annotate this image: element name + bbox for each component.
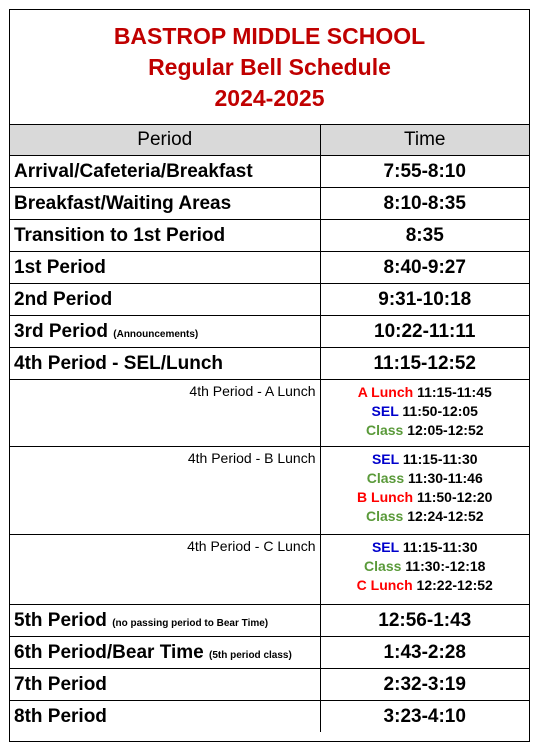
time-value: 8:10-8:35 <box>320 188 529 220</box>
time-value: 9:31-10:18 <box>320 284 529 316</box>
lunch-item-time: 11:15-11:45 <box>417 384 492 400</box>
lunch-item-time: 12:24-12:52 <box>407 508 484 524</box>
time-header: Time <box>320 125 529 156</box>
time-value: 3:23-4:10 <box>320 701 529 733</box>
lunch-item-name: B Lunch <box>357 489 414 505</box>
lunch-item <box>321 421 530 440</box>
title-block <box>10 10 529 125</box>
table-row <box>10 637 529 669</box>
period-note: (5th period class) <box>209 649 292 661</box>
lunch-row-c <box>10 535 529 605</box>
table-row <box>10 669 529 701</box>
header-row <box>10 125 529 156</box>
lunch-times <box>320 535 529 605</box>
lunch-item-name: Class <box>365 422 404 438</box>
table-row <box>10 605 529 637</box>
lunch-item-time: 11:15-11:30 <box>402 451 478 467</box>
lunch-item <box>321 402 530 421</box>
lunch-item-time: 11:50-12:05 <box>402 403 478 419</box>
period-label: 5th Period <box>14 609 107 631</box>
lunch-item-name: SEL <box>371 539 399 555</box>
schedule-name: Regular Bell Schedule <box>148 54 391 80</box>
school-year: 2024-2025 <box>214 85 325 111</box>
table-row <box>10 156 529 188</box>
lunch-item-time: 12:05-12:52 <box>407 422 484 438</box>
period-note: (no passing period to Bear Time) <box>112 617 269 629</box>
period-header: Period <box>10 125 320 156</box>
lunch-item <box>321 469 530 488</box>
lunch-item <box>321 576 530 595</box>
school-name: BASTROP MIDDLE SCHOOL <box>113 23 426 49</box>
table-row <box>10 348 529 380</box>
time-value: 2:32-3:19 <box>320 669 529 701</box>
lunch-item-name: C Lunch <box>356 577 413 593</box>
lunch-row-a <box>10 380 529 447</box>
time-value: 1:43-2:28 <box>320 637 529 669</box>
lunch-item <box>321 450 530 469</box>
lunch-label: 4th Period - A Lunch <box>10 380 320 447</box>
lunch-item <box>321 507 530 526</box>
lunch-item-name: SEL <box>371 451 399 467</box>
lunch-item-name: A Lunch <box>357 384 414 400</box>
table-row <box>10 284 529 316</box>
period-label: Arrival/Cafeteria/Breakfast <box>14 160 253 182</box>
bell-schedule-sheet <box>9 9 530 742</box>
lunch-item-name: Class <box>365 508 404 524</box>
lunch-item-time: 12:22-12:52 <box>416 577 493 593</box>
lunch-item-time: 11:30:-12:18 <box>405 558 486 574</box>
table-row <box>10 220 529 252</box>
period-label: 2nd Period <box>14 288 113 310</box>
period-label: 4th Period - SEL/Lunch <box>14 352 224 374</box>
lunch-item-name: Class <box>364 558 402 574</box>
table-row <box>10 701 529 733</box>
lunch-row-b <box>10 447 529 535</box>
lunch-item <box>321 383 530 402</box>
time-value: 7:55-8:10 <box>320 156 529 188</box>
time-value: 8:40-9:27 <box>320 252 529 284</box>
time-value: 11:15-12:52 <box>320 348 529 380</box>
lunch-item <box>321 538 530 557</box>
lunch-item-name: SEL <box>371 403 399 419</box>
lunch-label: 4th Period - C Lunch <box>10 535 320 605</box>
table-row <box>10 316 529 348</box>
lunch-item-name: Class <box>366 470 405 486</box>
lunch-label: 4th Period - B Lunch <box>10 447 320 535</box>
time-value: 8:35 <box>320 220 529 252</box>
lunch-item-time: 11:15-11:30 <box>402 539 478 555</box>
period-label: 3rd Period <box>14 320 108 342</box>
table-row <box>10 252 529 284</box>
period-label: Transition to 1st Period <box>14 224 226 246</box>
lunch-times <box>320 380 529 447</box>
period-note: (Announcements) <box>113 328 199 340</box>
schedule-table <box>10 125 529 732</box>
lunch-item-time: 11:50-12:20 <box>416 489 493 505</box>
lunch-item <box>321 488 530 507</box>
period-label: Breakfast/Waiting Areas <box>14 192 232 214</box>
period-label: 1st Period <box>14 256 106 278</box>
time-value: 12:56-1:43 <box>320 605 529 637</box>
period-label: 8th Period <box>14 705 107 727</box>
period-label: 7th Period <box>14 673 107 695</box>
lunch-item <box>321 557 530 576</box>
lunch-times <box>320 447 529 535</box>
lunch-item-time: 11:30-11:46 <box>408 470 483 486</box>
table-row <box>10 188 529 220</box>
period-label: 6th Period/Bear Time <box>14 641 204 663</box>
time-value: 10:22-11:11 <box>320 316 529 348</box>
